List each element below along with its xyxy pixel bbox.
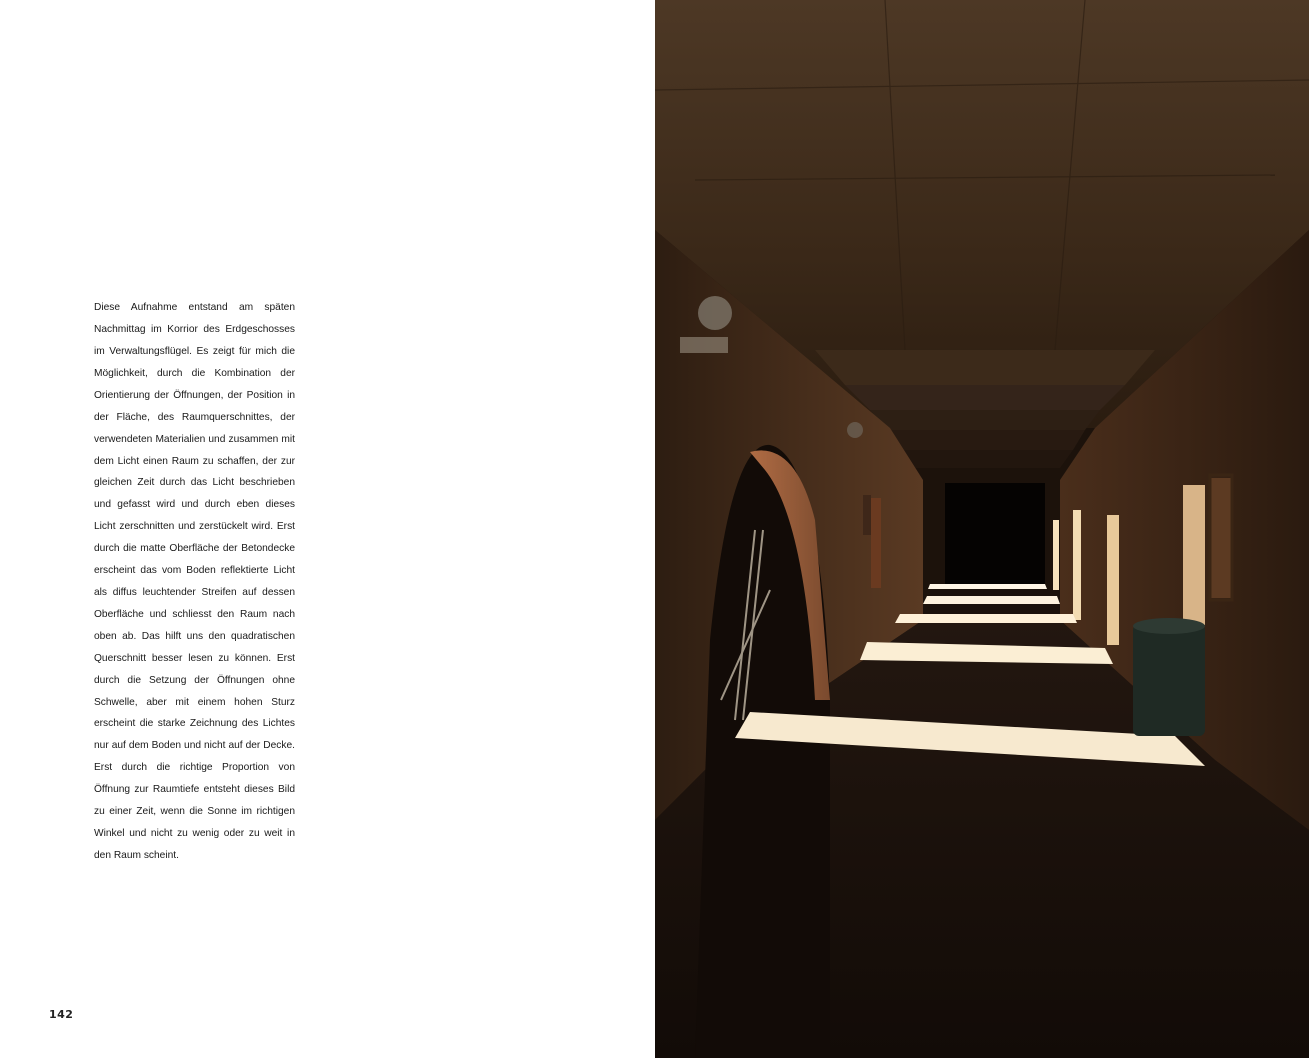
body-paragraph: Diese Aufnahme entstand am späten Nachmittag im Korrior des Erdgeschosses im Verwaltungsflügel. Es zeigt für mich die Möglichkeit, durch die Kombination der Orientierung der Öffnungen, der Position in der Fläche, des Raumquerschnittes, der verwendeten Materialien und zusammen mit dem Licht einen Raum zu schaffen, der zur gleichen Zeit durch das Licht beschrieben und gefasst wird und durch eben dieses Licht zerschnitten und zerstückelt wird. Erst durch die matte Oberfläche der Betondecke erscheint das vom Boden reflektierte Licht als diffus leuchtender Streifen auf dessen Oberfläche und schliesst den Raum nach oben ab. Das hilft uns den quadratischen Querschnitt besser lesen zu können. Erst durch die Setzung der Öffnungen ohne Schwelle, aber mit einem hohen Sturz erscheint die starke Zeichnung des Lichtes nur auf dem Boden und nicht auf der Decke. Erst durch die richtige Proportion von Öffnung zur Raumtiefe entsteht dieses Bild zu einer Zeit, wenn die Sonne im richtigen Winkel und nicht zu wenig oder zu weit in den Raum scheint. bbox=[94, 302, 295, 861]
page-number: 142 bbox=[49, 1008, 74, 1021]
corridor-photograph bbox=[655, 0, 1309, 1058]
